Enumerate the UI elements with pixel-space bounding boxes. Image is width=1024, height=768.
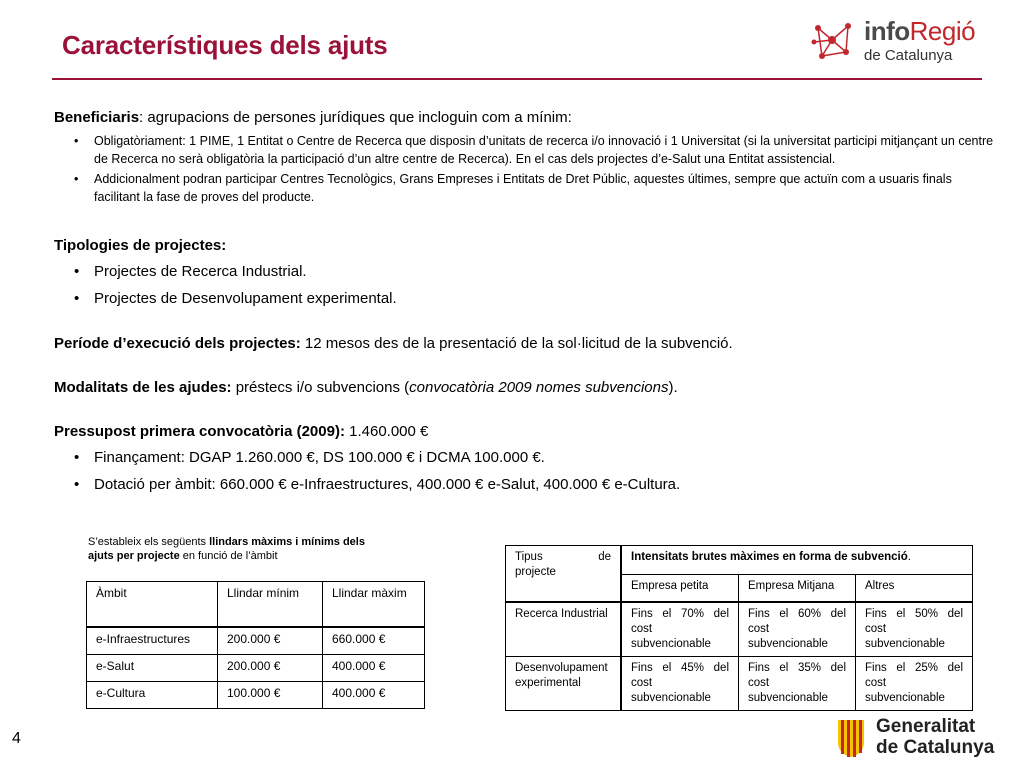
table-cell: Fins el 60% del cost subvencionable bbox=[739, 602, 856, 657]
list-item: • Finançament: DGAP 1.260.000 €, DS 100.000 € i DCMA 100.000 €. bbox=[54, 448, 994, 467]
tipologies-list bbox=[54, 262, 994, 308]
generalitat-line2: de Catalunya bbox=[876, 737, 995, 758]
table-cell: Fins el 35% del cost subvencionable bbox=[739, 657, 856, 711]
tipus-header bbox=[515, 550, 611, 565]
table-header-cell: Llindar màxim bbox=[323, 582, 425, 628]
table-header-cell bbox=[621, 546, 973, 575]
note-suffix: en funció de l’àmbit bbox=[179, 550, 278, 562]
periode-label: Període d’execució dels projectes: bbox=[54, 335, 301, 352]
table-cell: e-Infraestructures bbox=[87, 627, 218, 655]
projecte-word: projecte bbox=[515, 566, 556, 578]
table-cell: Fins el 70% del cost subvencionable bbox=[621, 602, 739, 657]
tipus-word: Tipus bbox=[515, 551, 543, 563]
pressupost-line bbox=[54, 422, 994, 441]
table-row bbox=[87, 627, 425, 655]
table-header-cell: Llindar mínim bbox=[218, 582, 323, 628]
beneficiaris-text: : agrupacions de persones jurídiques que incloguin com a mínim: bbox=[139, 109, 572, 126]
note-prefix: S’estableix els següents bbox=[88, 536, 210, 548]
thresholds-note bbox=[88, 535, 388, 563]
pressupost-text: 1.460.000 € bbox=[344, 423, 429, 440]
logo-wordmark bbox=[864, 16, 975, 47]
modalitats-text: préstecs i/o subvencions ( bbox=[231, 379, 410, 396]
periode-line bbox=[54, 334, 994, 353]
generalitat-logo bbox=[836, 716, 1006, 760]
table-header-row bbox=[87, 582, 425, 628]
beneficiaris-heading bbox=[54, 108, 994, 127]
modalitats-line bbox=[54, 378, 994, 397]
inforegio-logo bbox=[810, 16, 990, 70]
tipologies-heading: Tipologies de projectes: bbox=[54, 237, 227, 254]
table-cell: 200.000 € bbox=[218, 655, 323, 682]
table-header-cell: Empresa petita bbox=[621, 575, 739, 603]
table-cell: 400.000 € bbox=[323, 682, 425, 709]
pressupost-label: Pressupost primera convocatòria (2009): bbox=[54, 423, 345, 440]
modalitats-label: Modalitats de les ajudes: bbox=[54, 379, 232, 396]
table-header-cell: Àmbit bbox=[87, 582, 218, 628]
beneficiaris-label: Beneficiaris bbox=[54, 109, 140, 126]
table-header-cell: Empresa Mitjana bbox=[739, 575, 856, 603]
table-cell: 100.000 € bbox=[218, 682, 323, 709]
logo-regio-text: Regió bbox=[909, 16, 976, 46]
generalitat-text bbox=[876, 716, 994, 758]
note-bold: llindars màxims i mínims dels ajuts per projecte bbox=[88, 536, 365, 562]
table-cell: Fins el 45% del cost subvencionable bbox=[621, 657, 739, 711]
table-header-row bbox=[506, 546, 973, 575]
senyera-icon bbox=[836, 718, 866, 758]
modalitats-text-end: ). bbox=[668, 379, 678, 396]
list-item: • Obligatòriament: 1 PIME, 1 Entitat o Centre de Recerca que disposin d’unitats de recerca i/o innovació i 1 Universitat (si la universitat participi mitjançant un centre de Recerca no serà obligatòria la participació d’un altre centre de Recerca). En el cas dels projectes d’e-Salut una Entitat assistencial. bbox=[54, 132, 994, 168]
de-word: de bbox=[598, 551, 611, 563]
main-content bbox=[54, 108, 994, 494]
table-cell: 400.000 € bbox=[323, 655, 425, 682]
pressupost-list bbox=[54, 448, 994, 494]
list-item: • Projectes de Recerca Industrial. bbox=[54, 262, 994, 281]
table-row bbox=[87, 682, 425, 709]
table-row bbox=[506, 657, 973, 711]
intensities-heading-end: . bbox=[907, 551, 911, 563]
list-item: • Addicionalment podran participar Centres Tecnològics, Grans Empreses i Entitats de Dret Públic, aquestes últimes, sempre que actuïn com a usuaris finals facilitant la fase de proves del producte. bbox=[54, 170, 994, 206]
periode-text: 12 mesos des de la presentació de la sol·licitud de la subvenció. bbox=[300, 335, 733, 352]
page-number: 4 bbox=[12, 730, 21, 747]
title-divider bbox=[52, 78, 982, 80]
thresholds-table bbox=[86, 581, 425, 709]
table-cell: Fins el 50% del cost subvencionable bbox=[856, 602, 973, 657]
table-cell: e-Salut bbox=[87, 655, 218, 682]
table-cell: e-Cultura bbox=[87, 682, 218, 709]
list-item: • Dotació per àmbit: 660.000 € e-Infraestructures, 400.000 € e-Salut, 400.000 € e-Cultura. bbox=[54, 475, 994, 494]
generalitat-line1: Generalitat bbox=[876, 716, 976, 737]
table-row bbox=[506, 602, 973, 657]
modalitats-italic: convocatòria 2009 nomes subvencions bbox=[409, 379, 669, 396]
table-header-cell bbox=[506, 546, 622, 603]
table-cell: 660.000 € bbox=[323, 627, 425, 655]
table-header-cell: Altres bbox=[856, 575, 973, 603]
table-row bbox=[87, 655, 425, 682]
table-cell: 200.000 € bbox=[218, 627, 323, 655]
intensities-heading: Intensitats brutes màximes en forma de subvenció bbox=[631, 551, 908, 563]
table-cell: Desenvolupament experimental bbox=[506, 657, 622, 711]
table-cell: Fins el 25% del cost subvencionable bbox=[856, 657, 973, 711]
molecule-icon bbox=[810, 18, 858, 66]
logo-subtitle: de Catalunya bbox=[864, 47, 953, 64]
table-cell: Recerca Industrial bbox=[506, 602, 622, 657]
beneficiaris-list bbox=[54, 132, 994, 206]
list-item: • Projectes de Desenvolupament experimental. bbox=[54, 289, 994, 308]
intensities-table bbox=[505, 545, 973, 711]
logo-info-text: info bbox=[864, 16, 910, 46]
page-title: Característiques dels ajuts bbox=[62, 30, 388, 60]
